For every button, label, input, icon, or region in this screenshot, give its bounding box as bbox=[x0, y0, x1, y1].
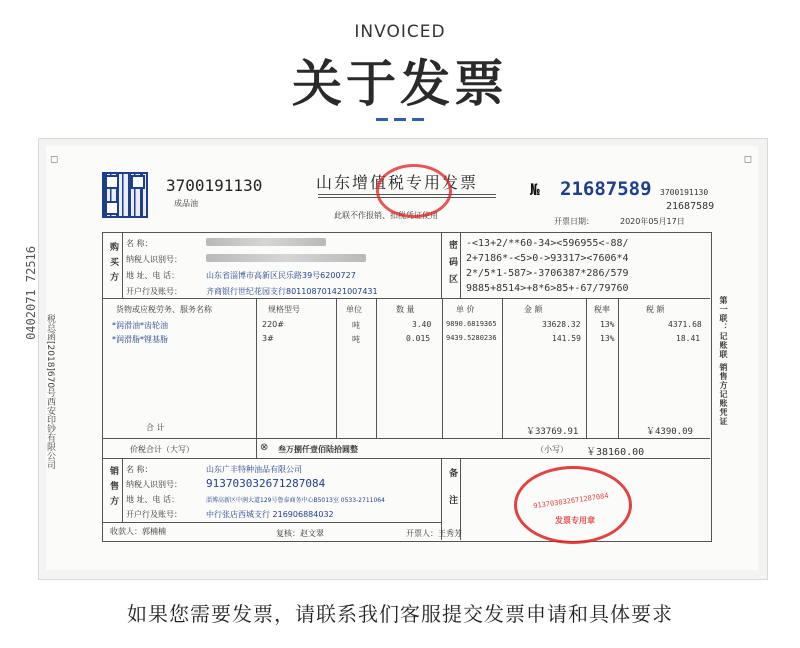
col-header-tax: 税 额 bbox=[646, 305, 665, 314]
grid-line bbox=[376, 298, 377, 438]
corner-mark-icon: ◻ bbox=[743, 154, 752, 165]
col-header-price: 单 价 bbox=[456, 305, 475, 314]
date-label: 开票日期： bbox=[554, 217, 594, 226]
grid-line bbox=[122, 232, 123, 298]
col-header-spec: 规格型号 bbox=[268, 305, 300, 314]
invoice-code-sub: 成品油 bbox=[174, 199, 198, 208]
col-header-unit: 单位 bbox=[346, 305, 362, 314]
password-line: -<13+2/**60-34><596955<-88/ bbox=[466, 238, 629, 249]
header-title: 关于发票 bbox=[292, 55, 508, 113]
grid-line bbox=[442, 298, 443, 438]
buyer-addr-label: 地 址、电 话： bbox=[126, 271, 180, 280]
buyer-addr-value: 山东省淄博市高新区民乐路39号6200727 bbox=[206, 271, 356, 280]
grid-line bbox=[102, 522, 442, 523]
grid-line bbox=[102, 438, 710, 439]
password-area-label: 密码区 bbox=[447, 240, 457, 291]
header-english: INVOICED bbox=[354, 22, 446, 42]
grand-total-words: 叁万捌仟壹佰陆拾圆整 bbox=[278, 445, 358, 454]
grid-line bbox=[441, 232, 442, 298]
seller-name-label: 名 称： bbox=[126, 465, 153, 474]
invoice-code-right: 3700191130 bbox=[660, 188, 709, 197]
item-price: 9890.6819365 bbox=[446, 320, 497, 328]
invoice-title: 山东增值税专用发票 bbox=[316, 173, 479, 192]
grid-line bbox=[256, 298, 257, 438]
seller-addr-value: 淄博高新区中润大道129号鲁泰商务中心B5013室 0533-2711064 bbox=[206, 497, 385, 504]
seller-side-label: 销售方 bbox=[108, 466, 118, 511]
left-margin-text: 税总函[2018]670号西安印钞有限公司 bbox=[45, 314, 55, 470]
right-margin-text: 第一联：记账联 销售方记账凭证 bbox=[719, 296, 728, 426]
col-header-qty: 数 量 bbox=[396, 305, 415, 314]
seal-tax-number: 913703032671287084 bbox=[532, 491, 610, 511]
header-divider bbox=[376, 118, 424, 121]
invoice-number-right: 21687589 bbox=[666, 201, 715, 212]
grand-total-small: ￥38160.00 bbox=[586, 447, 645, 458]
total-amount: ￥33769.91 bbox=[526, 427, 579, 437]
buyer-bank-value: 齐商银行世纪花园支行801108701421007431 bbox=[206, 287, 378, 296]
password-line: 2*/5*1-587>-3706387*286/579 bbox=[466, 268, 629, 279]
item-spec: 3# bbox=[262, 334, 274, 343]
qr-code-icon bbox=[102, 172, 148, 218]
password-line: 2+7186*-<5>0->93317><7606*4 bbox=[466, 253, 629, 264]
item-unit: 吨 bbox=[352, 335, 360, 344]
seller-tax-value: 913703032671287084 bbox=[206, 477, 326, 490]
seller-tax-label: 纳税人识别号： bbox=[126, 480, 182, 489]
remark-label: 备注 bbox=[447, 468, 457, 522]
grid-line bbox=[336, 298, 337, 438]
grid-line bbox=[618, 298, 619, 438]
corner-mark-icon: ◻ bbox=[50, 154, 59, 165]
col-header-name: 货物或应税劳务、服务名称 bbox=[116, 305, 212, 314]
item-name: *润滑油*齿轮油 bbox=[112, 321, 168, 330]
password-line: 9885+8514>+8*6>85+-67/79760 bbox=[466, 283, 629, 294]
item-amount: 141.59 bbox=[552, 334, 581, 343]
item-qty: 0.015 bbox=[406, 334, 431, 343]
grid-line bbox=[122, 458, 123, 522]
left-margin-numbers: 0402071 72516 bbox=[24, 246, 38, 340]
total-label: 合 计 bbox=[146, 423, 165, 432]
buyer-tax-label: 纳税人识别号： bbox=[126, 255, 182, 264]
grid-line bbox=[502, 298, 503, 438]
cross-circle-icon: ⊗ bbox=[260, 442, 269, 453]
item-unit: 吨 bbox=[352, 321, 360, 330]
payee: 收款人：郭楠楠 bbox=[110, 527, 166, 536]
item-spec: 220# bbox=[262, 320, 284, 329]
invoice-code-left: 3700191130 bbox=[166, 176, 263, 195]
buyer-name-label: 名 称： bbox=[126, 239, 153, 248]
drawer: 开票人：王秀芳 bbox=[406, 529, 462, 538]
seller-addr-label: 地 址、电 话： bbox=[126, 495, 180, 504]
invoice-no-symbol: № bbox=[530, 180, 540, 199]
invoice-notice: 此联不作报销、扣税凭证使用 bbox=[334, 211, 438, 220]
buyer-bank-label: 开户行及账号： bbox=[126, 287, 182, 296]
grid-line bbox=[102, 458, 710, 459]
footer-note: 如果您需要发票，请联系我们客服提交发票申请和具体要求 bbox=[127, 602, 673, 626]
grid-line bbox=[460, 232, 461, 298]
item-price: 9439.5280236 bbox=[446, 334, 497, 342]
item-tax: 4371.68 bbox=[668, 320, 702, 329]
invoice-date: 2020年05月17日 bbox=[620, 217, 685, 226]
total-tax: ￥4390.09 bbox=[646, 427, 693, 437]
seal-label: 发票专用章 bbox=[555, 516, 595, 525]
seller-name-value: 山东广丰特种油品有限公司 bbox=[206, 465, 302, 474]
buyer-side-label: 购买方 bbox=[108, 242, 118, 287]
reviewer: 复核：赵文翠 bbox=[276, 529, 324, 538]
col-header-amount: 金 额 bbox=[524, 305, 543, 314]
grand-small-label: （小写） bbox=[536, 445, 568, 454]
tax-bureau-seal-icon bbox=[376, 164, 452, 218]
buyer-tax-redacted bbox=[206, 254, 366, 262]
grand-total-label: 价税合计（大写） bbox=[130, 445, 194, 454]
invoice-sheet bbox=[24, 146, 758, 570]
buyer-name-redacted bbox=[206, 238, 326, 246]
invoice-number: 21687589 bbox=[560, 178, 652, 200]
item-tax: 18.41 bbox=[676, 334, 701, 343]
seller-invoice-seal-icon bbox=[514, 466, 632, 544]
item-qty: 3.40 bbox=[412, 320, 432, 329]
item-rate: 13% bbox=[600, 334, 615, 343]
item-name: *润滑脂*锂基脂 bbox=[112, 335, 168, 344]
item-amount: 33628.32 bbox=[542, 320, 581, 329]
item-rate: 13% bbox=[600, 320, 615, 329]
seller-bank-value: 中行张店西城支行 216906884032 bbox=[206, 510, 334, 519]
col-header-rate: 税率 bbox=[594, 305, 610, 314]
grid-line bbox=[586, 298, 587, 438]
seller-bank-label: 开户行及账号： bbox=[126, 510, 182, 519]
grid-line bbox=[256, 438, 257, 458]
